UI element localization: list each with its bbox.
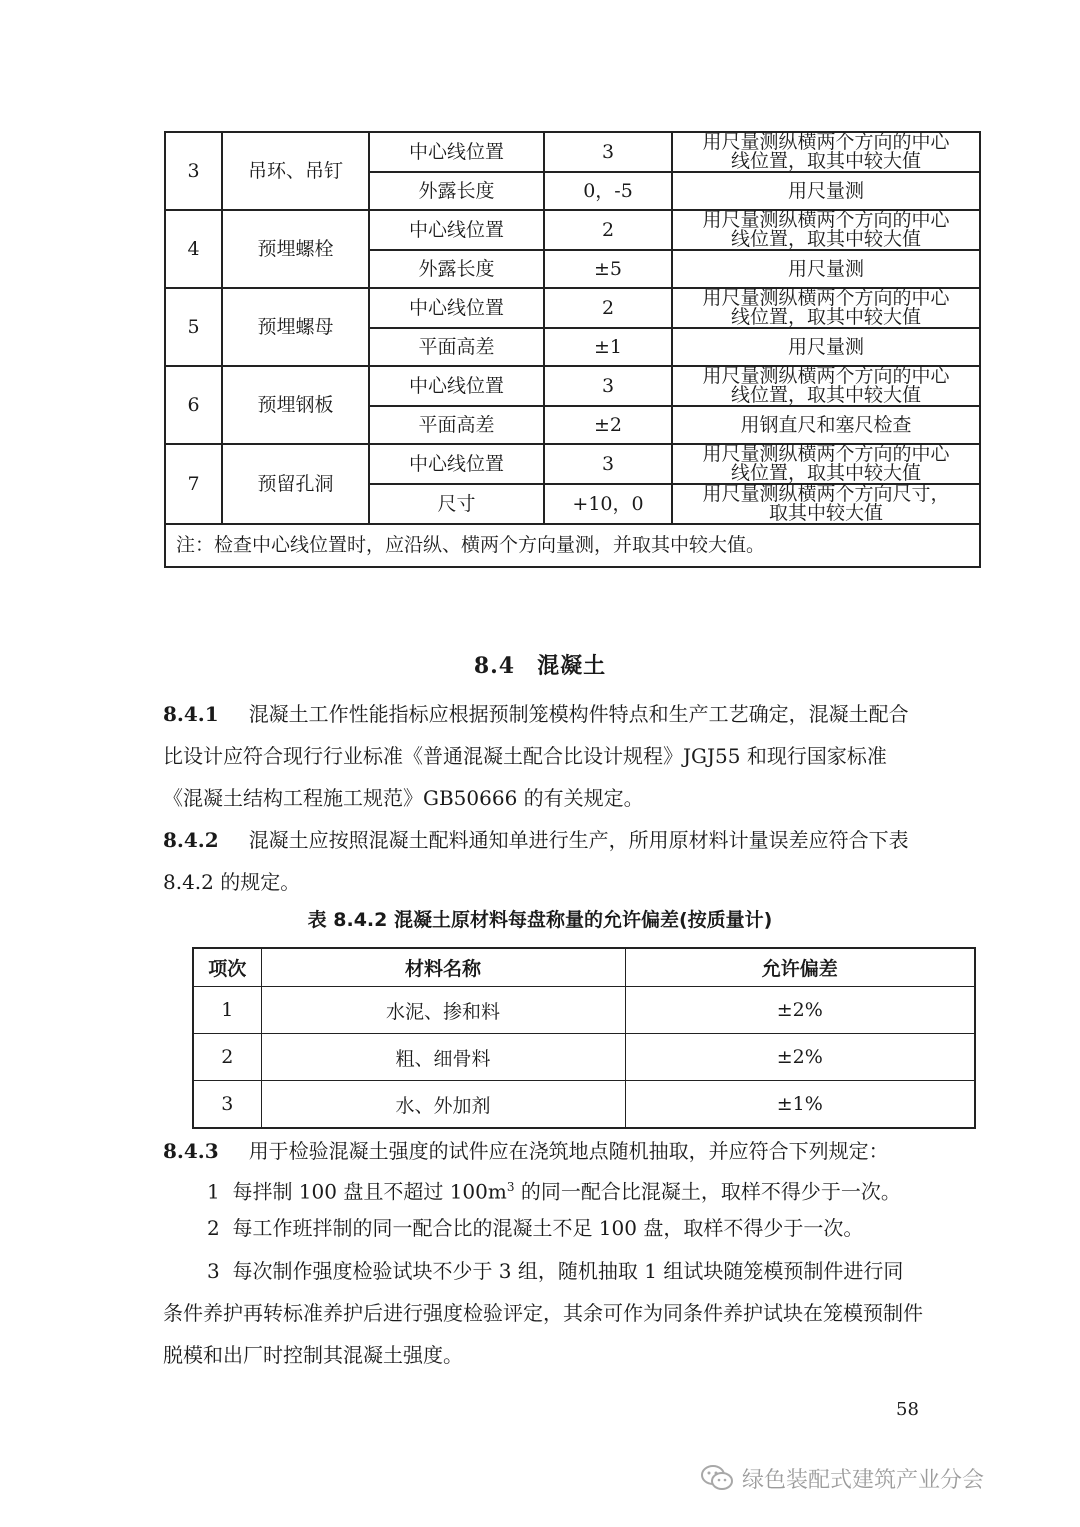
check-item-cell: 中心线位置 [369, 444, 544, 484]
method-cell [672, 406, 980, 444]
item-name-cell: 预埋螺栓 [222, 210, 369, 288]
method-line: 用尺量测 [787, 257, 864, 280]
item-number-cell: 5 [165, 288, 222, 366]
method-line: 线位置，取其中较大值 [730, 150, 921, 172]
item-name-cell: 吊环、吊钉 [222, 132, 369, 210]
tolerance-cell: 2 [544, 288, 672, 328]
header-cell: 允许偏差 [625, 948, 975, 987]
rule-1 [163, 1166, 923, 1213]
tolerance-cell: 2 [544, 210, 672, 250]
table-caption: 表 8.4.2 混凝土原材料每盘称量的允许偏差(按质量计) [307, 909, 773, 931]
check-item-cell: 中心线位置 [369, 210, 544, 250]
watermark [700, 1458, 984, 1498]
header-cell: 项次 [193, 948, 261, 987]
method-cell [672, 328, 980, 366]
check-item-cell: 外露长度 [369, 250, 544, 288]
table-row [165, 366, 980, 406]
method-line: 用尺量测纵横两个方向的中心 [702, 365, 950, 387]
method-line: 用尺量测纵横两个方向的中心 [702, 287, 950, 309]
table-cell: 3 [193, 1081, 261, 1129]
section-heading [0, 649, 1080, 680]
clause-8-4-1 [163, 693, 923, 819]
item-number-cell: 6 [165, 366, 222, 444]
clause-8-4-2 [163, 819, 923, 903]
tolerance-cell: 3 [544, 132, 672, 172]
table-cell: ±2% [625, 1034, 975, 1081]
table-cell: 水泥、掺和料 [261, 987, 625, 1034]
table-row [165, 444, 980, 484]
clause-number: 8.4.3 [163, 1139, 219, 1163]
item-number-cell: 3 [165, 132, 222, 210]
table-row [193, 987, 975, 1034]
method-line: 用尺量测纵横两个方向的中心 [702, 131, 950, 153]
method-line: 取其中较大值 [768, 502, 883, 524]
clause-text: 混凝土工作性能指标应根据预制笼模构件特点和生产工艺确定，混凝土配合比设计应符合现行行业标准《普通混凝土配合比设计规程》JGJ55 和现行国家标准《混凝土结构工程施工规范》GB50666 的有关规定。 [163, 702, 909, 810]
section-number: 8.4 [473, 653, 516, 679]
table-note: 注：检查中心线位置时，应沿纵、横两个方向量测，并取其中较大值。 [165, 524, 980, 567]
clause-number: 8.4.2 [163, 828, 219, 852]
rule-number: 2 [207, 1216, 220, 1240]
method-line: 用尺量测纵横两个方向尺寸， [702, 483, 950, 505]
page-number: 58 [896, 1399, 919, 1420]
method-line: 用尺量测 [787, 335, 864, 358]
check-item-cell: 平面高差 [369, 328, 544, 366]
method-line: 线位置，取其中较大值 [730, 228, 921, 250]
method-cell [672, 288, 980, 328]
check-item-cell: 中心线位置 [369, 132, 544, 172]
table-cell: ±2% [625, 987, 975, 1034]
check-item-cell: 中心线位置 [369, 366, 544, 406]
table-cell: 2 [193, 1034, 261, 1081]
inspection-table [164, 131, 981, 568]
method-cell [672, 484, 980, 524]
item-number-cell: 4 [165, 210, 222, 288]
table-row [193, 1081, 975, 1129]
tolerance-cell: ±1 [544, 328, 672, 366]
section-title: 混凝土 [537, 653, 607, 679]
clause-text: 用于检验混凝土强度的试件应在浇筑地点随机抽取，并应符合下列规定： [248, 1139, 889, 1163]
item-name-cell: 预留孔洞 [222, 444, 369, 524]
method-line: 线位置，取其中较大值 [730, 384, 921, 406]
clause-text: 混凝土应按照混凝土配料通知单进行生产，所用原材料计量误差应符合下表 8.4.2 的规定。 [163, 828, 909, 894]
table-header-row [193, 948, 975, 987]
table-cell: 粗、细骨料 [261, 1034, 625, 1081]
method-cell [672, 444, 980, 484]
check-item-cell: 外露长度 [369, 172, 544, 210]
tolerance-cell: 3 [544, 444, 672, 484]
wechat-icon [700, 1463, 734, 1493]
rule-number: 1 [207, 1179, 220, 1204]
tolerance-cell: 0，-5 [544, 172, 672, 210]
inspection-table-body [165, 132, 980, 567]
table-cell: ±1% [625, 1081, 975, 1129]
method-line: 线位置，取其中较大值 [730, 462, 921, 484]
clause-number: 8.4.1 [163, 702, 219, 726]
rule-number: 3 [207, 1259, 220, 1283]
item-name-cell: 预埋螺母 [222, 288, 369, 366]
table-row [165, 210, 980, 250]
method-line: 用钢直尺和塞尺检查 [740, 413, 912, 436]
method-line: 用尺量测纵横两个方向的中心 [702, 443, 950, 465]
rule-text: 每拌制 100 盘且不超过 100m [232, 1179, 507, 1204]
method-cell [672, 366, 980, 406]
method-cell [672, 210, 980, 250]
rule-2 [163, 1207, 923, 1249]
material-tolerance-table [192, 947, 976, 1129]
tolerance-cell: ±5 [544, 250, 672, 288]
tolerance-cell: 3 [544, 366, 672, 406]
header-cell: 材料名称 [261, 948, 625, 987]
check-item-cell: 尺寸 [369, 484, 544, 524]
rule-text: 的同一配合比混凝土，取样不得少于一次。 [514, 1179, 901, 1204]
table-row [165, 288, 980, 328]
method-cell [672, 250, 980, 288]
table-row [193, 1034, 975, 1081]
check-item-cell: 中心线位置 [369, 288, 544, 328]
check-item-cell: 平面高差 [369, 406, 544, 444]
table-row [165, 132, 980, 172]
item-number-cell: 7 [165, 444, 222, 524]
method-cell [672, 172, 980, 210]
watermark-text: 绿色装配式建筑产业分会 [742, 1467, 985, 1493]
tolerance-cell: +10，0 [544, 484, 672, 524]
note-row [165, 524, 980, 567]
table-cell: 水、外加剂 [261, 1081, 625, 1129]
method-line: 线位置，取其中较大值 [730, 306, 921, 328]
rule-text: 每次制作强度检验试块不少于 3 组，随机抽取 1 组试块随笼模预制件进行同条件养护再转标准养护后进行强度检验评定，其余可作为同条件养护试块在笼模预制件脱模和出厂时控制其混凝土强度。 [163, 1259, 923, 1367]
table-cell: 1 [193, 987, 261, 1034]
rule-3 [163, 1250, 923, 1376]
rule-text: 每工作班拌制的同一配合比的混凝土不足 100 盘，取样不得少于一次。 [232, 1216, 864, 1240]
tolerance-cell: ±2 [544, 406, 672, 444]
method-line: 用尺量测 [787, 179, 864, 202]
superscript: 3 [506, 1180, 515, 1194]
item-name-cell: 预埋钢板 [222, 366, 369, 444]
method-cell [672, 132, 980, 172]
method-line: 用尺量测纵横两个方向的中心 [702, 209, 950, 231]
